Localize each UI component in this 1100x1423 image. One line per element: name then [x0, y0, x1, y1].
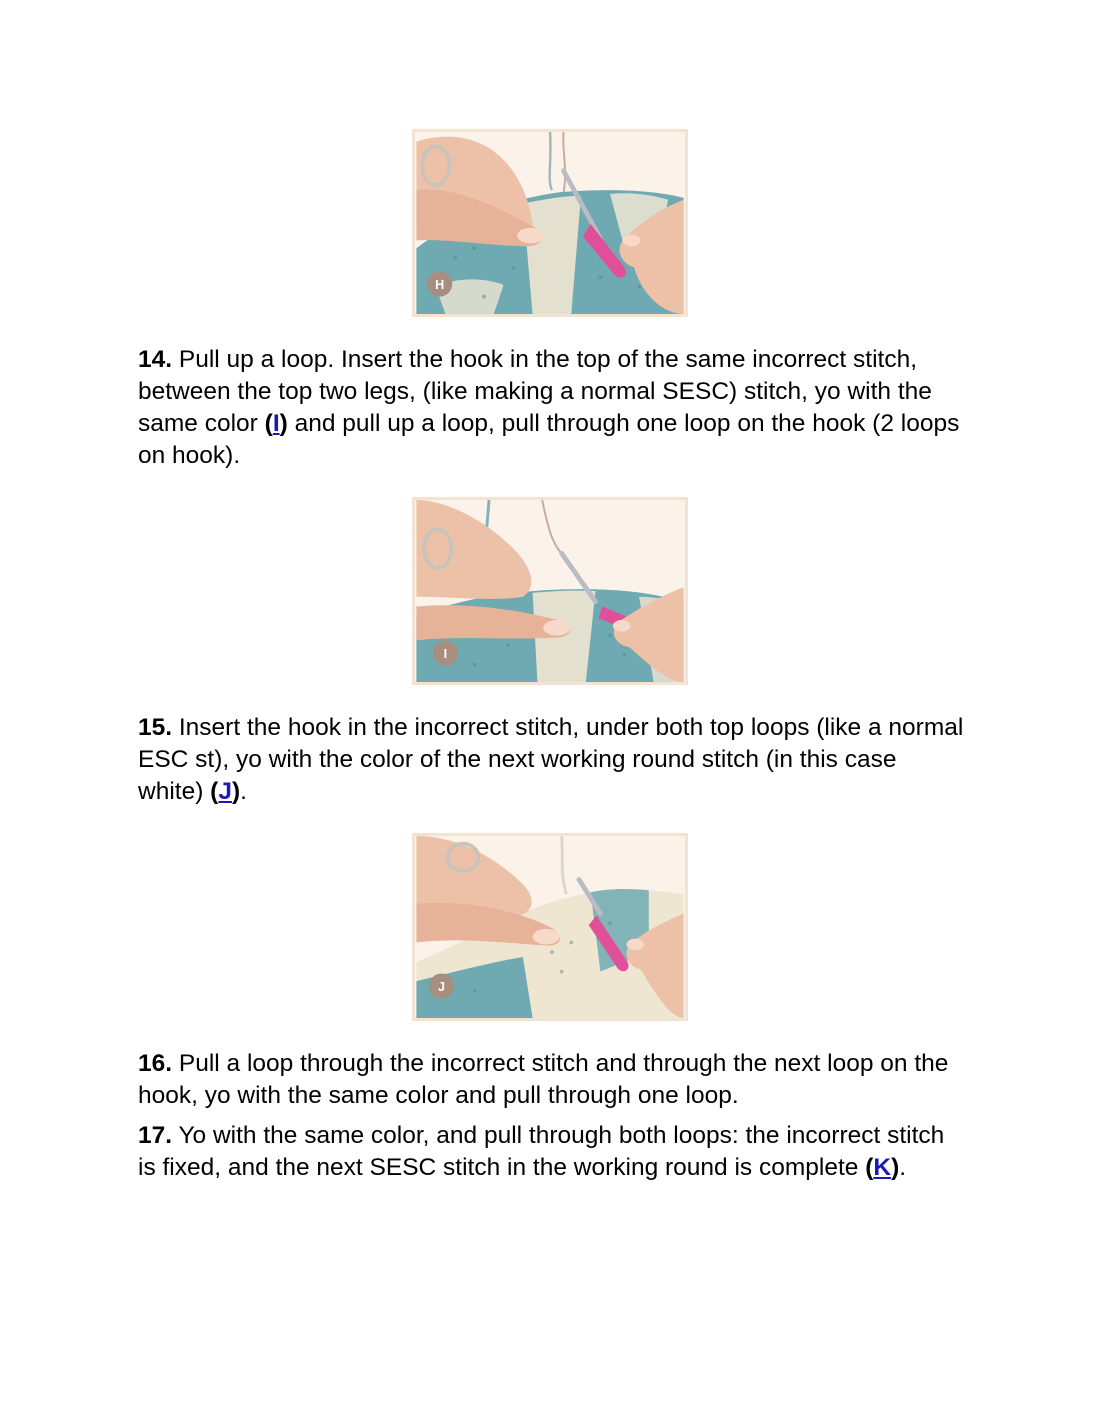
step-text-continued: . — [899, 1154, 907, 1181]
ref-close: ) — [279, 410, 288, 437]
step-text: Pull up a loop. Insert the hook in the top of the same incorrect stitch, between the top two legs, (like making a normal SESC) stitch, yo with the same color — [138, 346, 932, 437]
figure-link-i[interactable]: I — [272, 410, 280, 437]
figure-ref — [265, 410, 288, 437]
photo-label: J — [438, 979, 446, 994]
photo-label: I — [443, 646, 448, 661]
step-text: Insert the hook in the incorrect stitch, under both top loops (like a normal ESC st), yo with the color of the next working round stitch (in this case white) — [138, 714, 964, 805]
step-number: 14. — [138, 346, 173, 373]
figure-link-j[interactable]: J — [218, 778, 232, 805]
step-number: 16. — [138, 1050, 173, 1077]
figure-ref — [865, 1154, 899, 1181]
step-14 — [138, 344, 968, 472]
photo-label: H — [435, 277, 445, 292]
photo-step-j — [412, 833, 688, 1021]
step-text: Yo with the same color, and pull through both loops: the incorrect stitch is fixed, and the next SESC stitch in the working round is complete — [138, 1122, 945, 1181]
step-15 — [138, 712, 968, 808]
ref-open: ( — [865, 1154, 874, 1181]
step-text-continued: and pull up a loop, pull through one loop on the hook (2 loops on hook). — [138, 410, 960, 469]
ref-open: ( — [264, 410, 273, 437]
ref-close: ) — [231, 778, 241, 805]
step-text-continued: . — [240, 778, 247, 805]
crochet-photo-j — [415, 836, 685, 1018]
photo-step-i — [412, 497, 688, 685]
step-text: Pull a loop through the incorrect stitch and through the next loop on the hook, yo with the same color and pull through one loop. — [138, 1050, 949, 1109]
figure-link-k[interactable]: K — [873, 1154, 892, 1181]
step-17 — [138, 1120, 968, 1184]
step-16 — [138, 1048, 968, 1112]
crochet-photo-h — [415, 132, 685, 314]
step-number: 15. — [138, 714, 173, 741]
ref-open: ( — [210, 778, 219, 805]
figure-ref — [210, 778, 240, 805]
ref-close: ) — [891, 1154, 900, 1181]
photo-step-h — [412, 129, 688, 317]
crochet-photo-i — [415, 500, 685, 682]
step-number: 17. — [138, 1122, 173, 1149]
